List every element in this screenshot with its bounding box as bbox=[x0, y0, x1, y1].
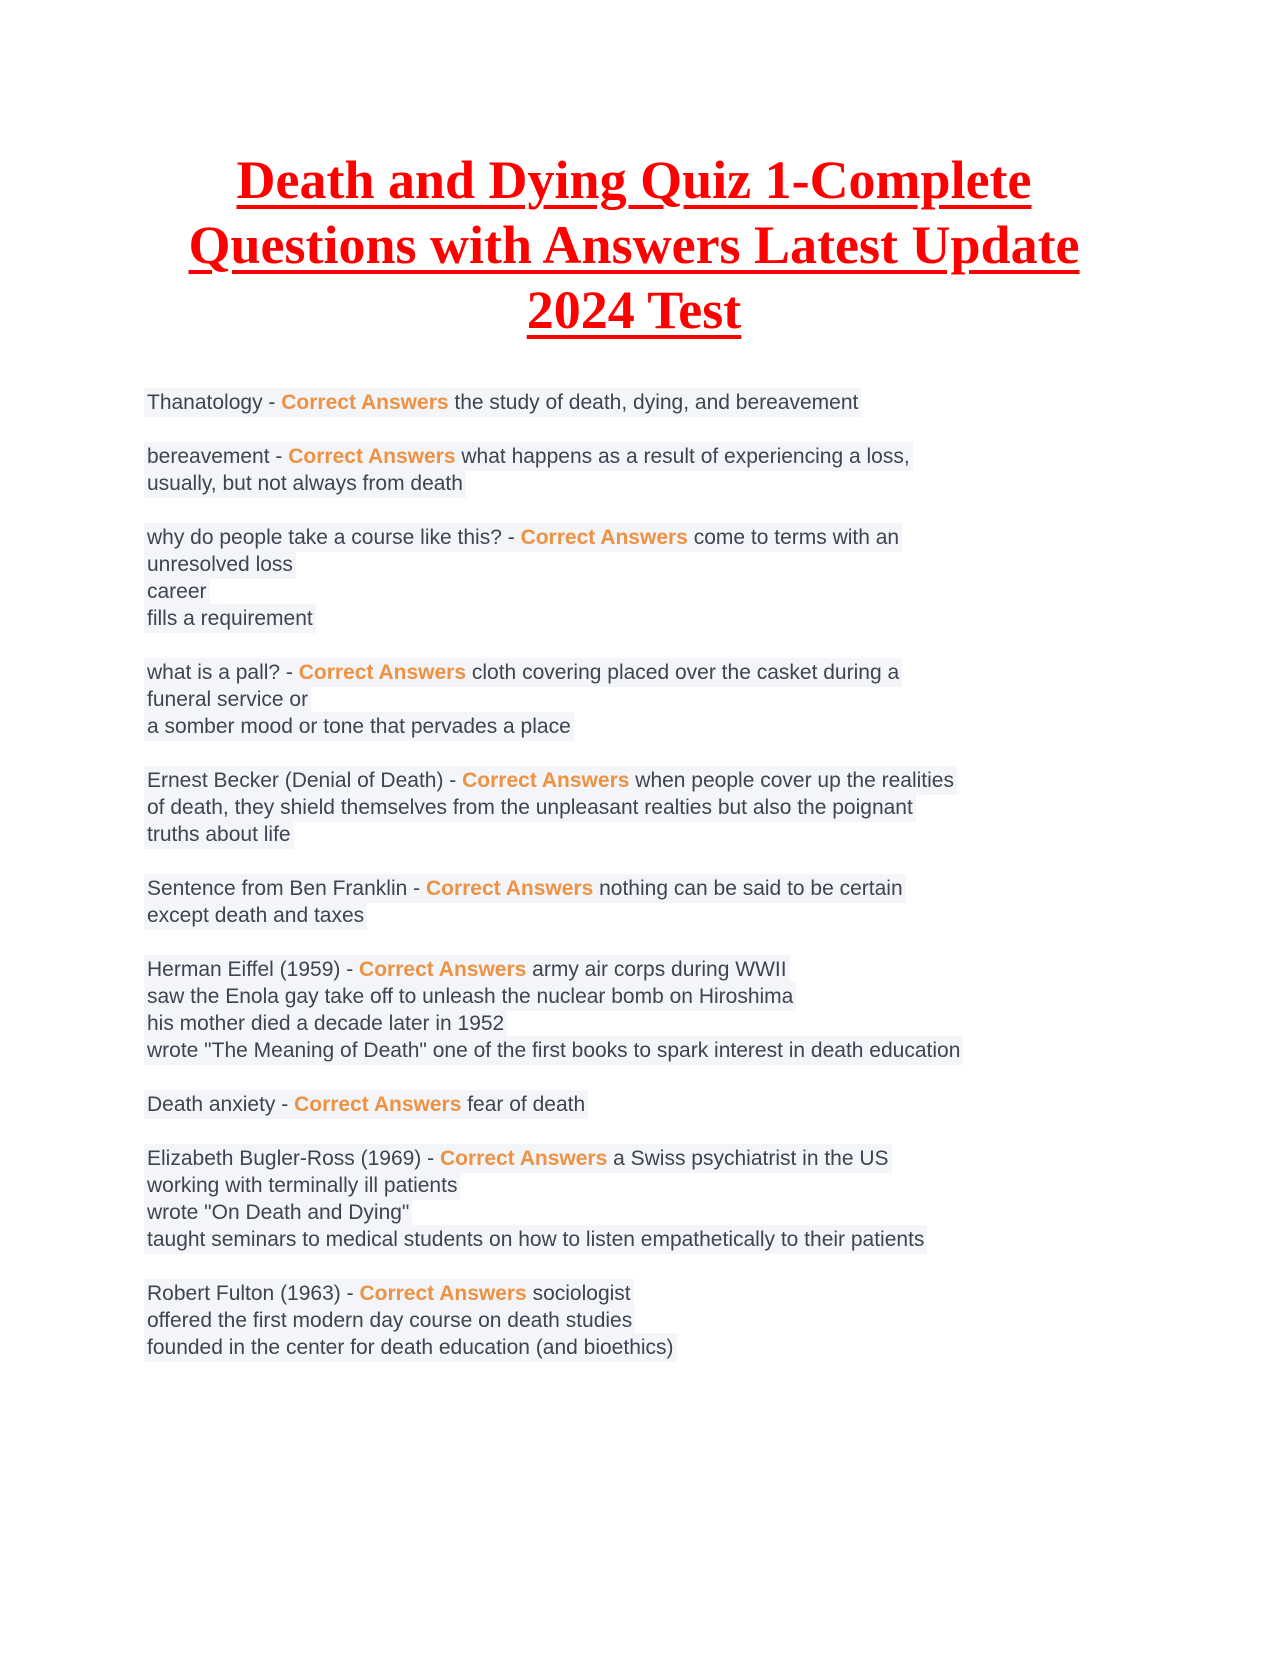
qa-text bbox=[144, 955, 963, 1065]
qa-text bbox=[144, 1090, 588, 1119]
question-text: Herman Eiffel (1959) bbox=[147, 958, 341, 981]
qa-text bbox=[144, 874, 906, 930]
question-text: Thanatology bbox=[147, 391, 263, 414]
correct-answers-marker: Correct Answers bbox=[359, 958, 527, 981]
correct-answers-marker: Correct Answers bbox=[281, 391, 449, 414]
qa-item bbox=[144, 443, 1124, 497]
title-line-3: 2024 Test bbox=[526, 280, 742, 340]
separator: - bbox=[501, 526, 521, 549]
qa-text bbox=[144, 766, 957, 849]
qa-item bbox=[144, 659, 1124, 740]
answer-text: the study of death, dying, and bereavement bbox=[448, 391, 859, 414]
correct-answers-marker: Correct Answers bbox=[425, 877, 594, 900]
separator: - bbox=[340, 958, 360, 981]
question-text: Ernest Becker (Denial of Death) bbox=[147, 769, 444, 792]
question-text: Death anxiety bbox=[147, 1093, 276, 1116]
question-text: Sentence from Ben Franklin bbox=[147, 877, 408, 900]
answer-text: sociologist offered the first modern day course on death studies founded in the center for death education (and bioethics) bbox=[147, 1282, 674, 1359]
qa-text bbox=[144, 388, 861, 417]
qa-text bbox=[144, 1279, 677, 1362]
correct-answers-marker: Correct Answers bbox=[439, 1147, 608, 1170]
qa-text bbox=[144, 1144, 927, 1254]
separator: - bbox=[407, 877, 426, 900]
qa-list bbox=[144, 389, 1124, 1361]
title-line-1: Death and Dying Quiz 1-Complete bbox=[236, 150, 1032, 210]
qa-item bbox=[144, 1091, 1124, 1118]
separator: - bbox=[340, 1282, 360, 1305]
answer-text: a Swiss psychiatrist in the US working with terminally ill patients wrote "On Death and Dying" taught seminars to medical students on how to listen empathetically to their patients bbox=[147, 1147, 925, 1251]
document-title bbox=[144, 148, 1124, 343]
qa-item bbox=[144, 1145, 1124, 1253]
qa-text bbox=[144, 442, 913, 498]
correct-answers-marker: Correct Answers bbox=[359, 1282, 527, 1305]
question-text: why do people take a course like this? bbox=[147, 526, 502, 549]
separator: - bbox=[421, 1147, 440, 1170]
answer-text: army air corps during WWII saw the Enola gay take off to unleash the nuclear bomb on Hiroshima his mother died a decade later in 1952 wrote "The Meaning of Death" one of the first books to spark interest in death education bbox=[147, 958, 961, 1062]
qa-item bbox=[144, 524, 1124, 632]
answer-text: when people cover up the realities of death, they shield themselves from the unpleasant realties but also the poignant truths about life bbox=[147, 769, 954, 846]
correct-answers-marker: Correct Answers bbox=[462, 769, 630, 792]
separator: - bbox=[443, 769, 463, 792]
separator: - bbox=[275, 1093, 295, 1116]
qa-item bbox=[144, 389, 1124, 416]
question-text: bereavement bbox=[147, 445, 270, 468]
question-text: what is a pall? bbox=[147, 661, 281, 684]
answer-text: nothing can be said to be certain except death and taxes bbox=[147, 877, 903, 927]
question-text: Elizabeth Bugler-Ross (1969) bbox=[147, 1147, 422, 1170]
qa-item bbox=[144, 1280, 1124, 1361]
qa-text bbox=[144, 658, 902, 741]
separator: - bbox=[269, 445, 289, 468]
separator: - bbox=[262, 391, 282, 414]
qa-item bbox=[144, 956, 1124, 1064]
qa-item bbox=[144, 875, 1124, 929]
correct-answers-marker: Correct Answers bbox=[520, 526, 688, 549]
answer-text: fear of death bbox=[461, 1093, 586, 1116]
answer-text: cloth covering placed over the casket during a funeral service or a somber mood or tone that pervades a place bbox=[147, 661, 900, 738]
qa-text bbox=[144, 523, 902, 633]
separator: - bbox=[280, 661, 299, 684]
answer-text: come to terms with an unresolved loss career fills a requirement bbox=[147, 526, 900, 630]
correct-answers-marker: Correct Answers bbox=[298, 661, 467, 684]
correct-answers-marker: Correct Answers bbox=[294, 1093, 462, 1116]
correct-answers-marker: Correct Answers bbox=[288, 445, 456, 468]
qa-item bbox=[144, 767, 1124, 848]
title-line-2: Questions with Answers Latest Update bbox=[188, 215, 1080, 275]
question-text: Robert Fulton (1963) bbox=[147, 1282, 341, 1305]
answer-text: what happens as a result of experiencing a loss, usually, but not always from death bbox=[147, 445, 910, 495]
